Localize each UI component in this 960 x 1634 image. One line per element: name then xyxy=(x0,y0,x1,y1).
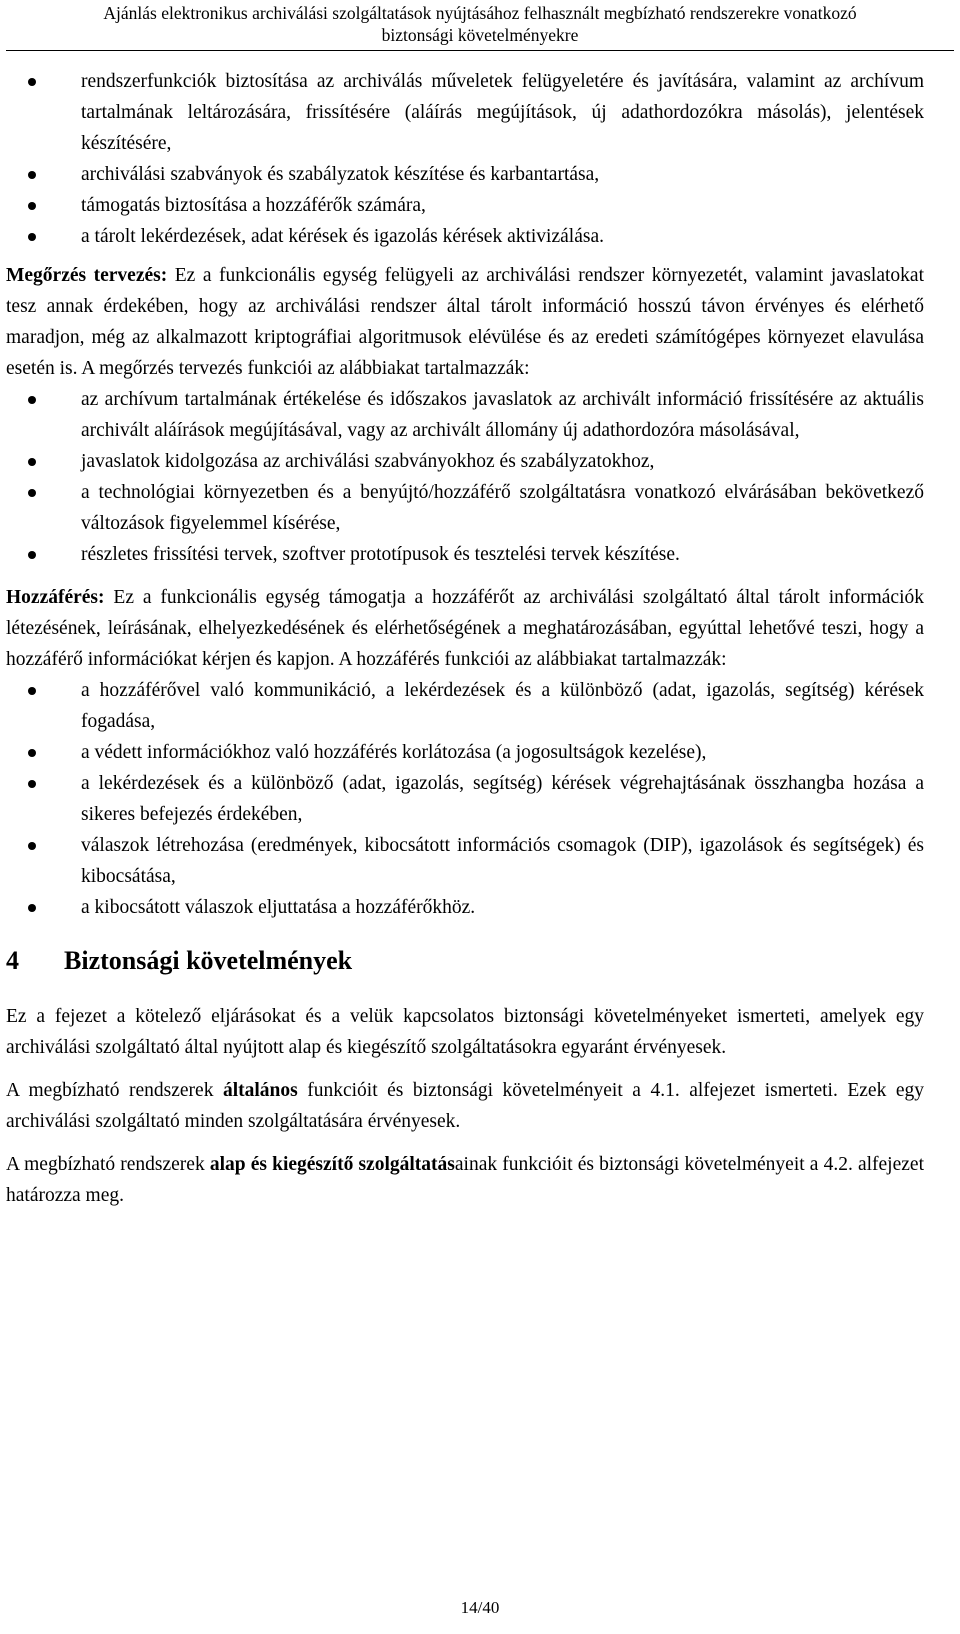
list-item: az archívum tartalmának értékelése és időszakos javaslatok az archivált információ frissítésére az aktuális archivált aláírások megújításával, vagy az archivált állomány új adathordozóra másolásával, xyxy=(6,384,924,446)
bullet-icon xyxy=(28,171,36,179)
list-item: részletes frissítési tervek, szoftver prototípusok és tesztelési tervek készítése. xyxy=(6,539,924,570)
list-item: javaslatok kidolgozása az archiválási szabványokhoz és szabályzatokhoz, xyxy=(6,446,924,477)
section-number: 4 xyxy=(6,946,19,975)
bullet-icon xyxy=(28,687,36,695)
services-paragraph: A megbízható rendszerek alap és kiegészítő szolgáltatásainak funkcióit és biztonsági követelményeit a 4.2. alfejezet határozza meg. xyxy=(6,1154,924,1206)
list-item: a tárolt lekérdezések, adat kérések és igazolás kérések aktivizálása. xyxy=(6,221,924,252)
bullet-list-preservation xyxy=(6,384,924,570)
access-term: Hozzáférés: xyxy=(6,587,105,608)
list-item: támogatás biztosítása a hozzáférők számára, xyxy=(6,190,924,221)
bullet-icon xyxy=(28,904,36,912)
header-divider xyxy=(6,50,954,51)
list-item: a kibocsátott válaszok eljuttatása a hozzáférőkhöz. xyxy=(6,892,924,923)
page-header xyxy=(0,0,960,46)
bullet-icon xyxy=(28,396,36,404)
section-heading xyxy=(6,945,924,977)
header-line-1: Ajánlás elektronikus archiválási szolgáltatások nyújtásához felhasznált megbízható rendszerekre vonatkozó xyxy=(103,3,857,23)
bullet-icon xyxy=(28,202,36,210)
bullet-icon xyxy=(28,233,36,241)
general-functions-paragraph: A megbízható rendszerek általános funkcióit és biztonsági követelményeit a 4.1. alfejezet ismerteti. Ezek egy archiválási szolgáltató minden szolgáltatására érvényesek. xyxy=(6,1080,924,1132)
list-item: válaszok létrehozása (eredmények, kibocsátott információs csomagok (DIP), igazolások és segítségek) és kibocsátása, xyxy=(6,830,924,892)
access-paragraph: Hozzáférés: Ez a funkcionális egység támogatja a hozzáférőt az archiválási szolgáltató által tárolt információk létezésének, leírásának, elhelyezkedésének és elérhetőségének a meghatározásában, egyúttal lehetővé teszi, hogy a hozzáférő információkat kérjen és kapjon. A hozzáférés funkciói az alábbiakat tartalmazzák: xyxy=(6,587,924,670)
preservation-term: Megőrzés tervezés: xyxy=(6,265,168,286)
bullet-icon xyxy=(28,780,36,788)
bullet-list-access xyxy=(6,675,924,923)
list-item: a lekérdezések és a különböző (adat, igazolás, segítség) kérések végrehajtásának összhangba hozása a sikeres befejezés érdekében, xyxy=(6,768,924,830)
bullet-icon xyxy=(28,489,36,497)
bullet-icon xyxy=(28,458,36,466)
list-item: a hozzáférővel való kommunikáció, a lekérdezések és a különböző (adat, igazolás, segítség) kérések fogadása, xyxy=(6,675,924,737)
preservation-paragraph: Megőrzés tervezés: Ez a funkcionális egység felügyeli az archiválási rendszer környezetét, valamint javaslatokat tesz annak érdekében, hogy az archiválási rendszer által tárolt információ hosszú távon érvényes és elérhető maradjon, még az alkalmazott kriptográfiai algoritmusok elévülése és az eredeti számítógépes környezet elavulása esetén is. A megőrzés tervezés funkciói az alábbiakat tartalmazzák: xyxy=(6,265,924,379)
list-item: a technológiai környezetben és a benyújtó/hozzáférő szolgáltatásra vonatkozó elvárásában bekövetkező változások figyelemmel kísérése, xyxy=(6,477,924,539)
header-line-2: biztonsági követelményekre xyxy=(381,25,579,45)
page-content xyxy=(6,66,924,1211)
bullet-list-functions xyxy=(6,66,924,252)
list-item: archiválási szabványok és szabályzatok készítése és karbantartása, xyxy=(6,159,924,190)
bullet-icon xyxy=(28,551,36,559)
list-item: a védett információkhoz való hozzáférés korlátozása (a jogosultságok kezelése), xyxy=(6,737,924,768)
intro-paragraph: Ez a fejezet a kötelező eljárásokat és a velük kapcsolatos biztonsági követelményeket ismerteti, amelyek egy archiválási szolgáltató által nyújtott alap és kiegészítő szolgáltatásokra egyaránt érvényesek. xyxy=(6,1006,924,1058)
page-number: 14/40 xyxy=(460,1598,500,1617)
bullet-icon xyxy=(28,842,36,850)
bullet-icon xyxy=(28,78,36,86)
bullet-icon xyxy=(28,749,36,757)
section-title: Biztonsági követelmények xyxy=(64,946,353,975)
list-item: rendszerfunkciók biztosítása az archiválás műveletek felügyeletére és javítására, valamint az archívum tartalmának leltározására, frissítésére (aláírás megújítások, új adathordozókra másolás), jelentések készítésére, xyxy=(6,66,924,159)
